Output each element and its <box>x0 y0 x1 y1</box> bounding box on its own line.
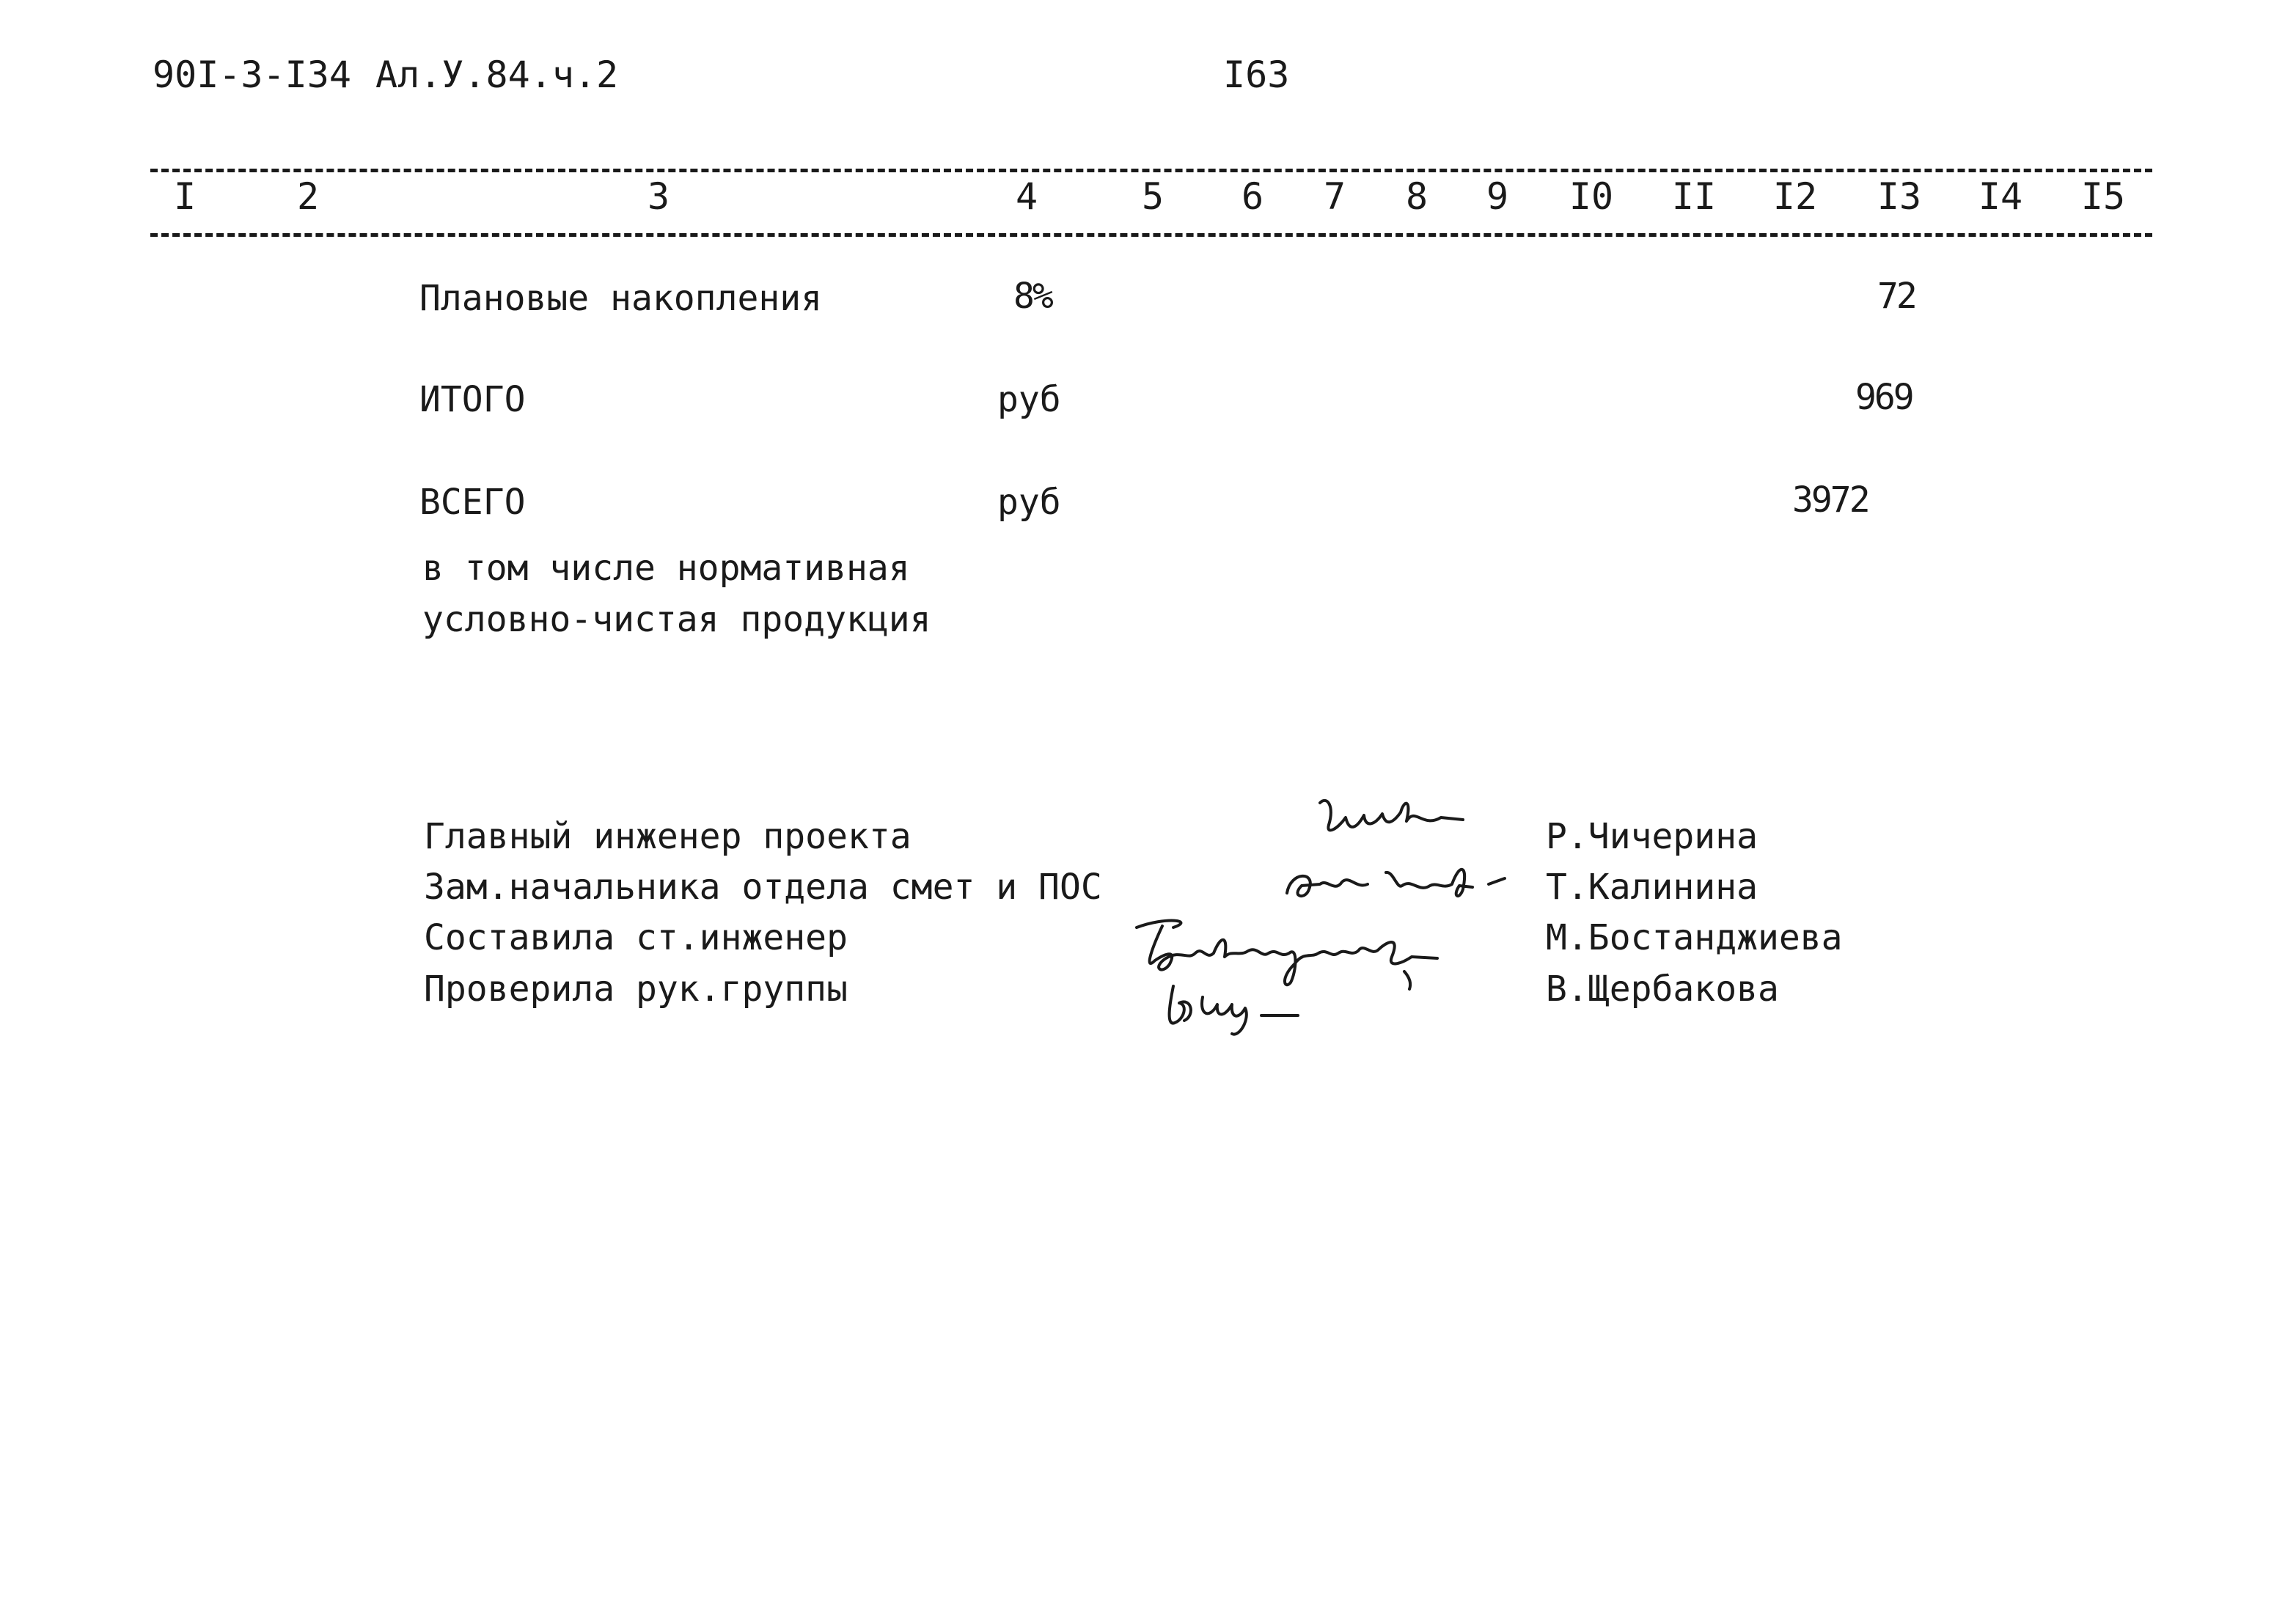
row-unit: руб <box>997 379 1061 420</box>
document-code: 90I-3-I34 <box>153 54 351 96</box>
column-header-5: 5 <box>1141 175 1164 218</box>
row-name: ИТОГО <box>419 379 526 420</box>
table-top-rule <box>150 169 2152 172</box>
signature-name: Т.Калинина <box>1546 867 1758 908</box>
signature-role: Зам.начальника отдела смет и ПОС <box>424 867 1102 908</box>
row-value: 72 <box>1877 276 1915 317</box>
column-header-7: 7 <box>1323 175 1346 218</box>
handwritten-signature-shcherbakova <box>1159 975 1320 1041</box>
signature-role: Составила ст.инженер <box>424 917 848 958</box>
note-line: в том числе нормативная <box>422 548 910 589</box>
column-header-15: I5 <box>2080 175 2126 218</box>
signature-name: В.Щербакова <box>1546 969 1779 1010</box>
handwritten-signature-kalinina <box>1276 856 1511 908</box>
row-unit: 8% <box>1013 276 1052 317</box>
column-header-10: I0 <box>1569 175 1614 218</box>
column-header-3: 3 <box>647 175 670 218</box>
column-header-14: I4 <box>1978 175 2023 218</box>
signature-name: Р.Чичерина <box>1546 816 1758 857</box>
signature-role: Проверила рук.группы <box>424 969 848 1010</box>
row-name: Плановые накопления <box>419 278 823 319</box>
column-header-13: I3 <box>1877 175 1922 218</box>
column-header-11: II <box>1671 175 1717 218</box>
column-header-1: I <box>173 175 197 218</box>
signature-name: М.Бостанджиева <box>1546 917 1843 958</box>
row-value: 3972 <box>1792 480 1868 521</box>
column-header-4: 4 <box>1015 175 1038 218</box>
column-header-8: 8 <box>1405 175 1428 218</box>
handwritten-signature-chicherina <box>1313 792 1474 858</box>
table-header-rule <box>150 233 2152 237</box>
row-name: ВСЕГО <box>419 482 526 523</box>
column-header-12: I2 <box>1772 175 1818 218</box>
signature-role: Главный инженер проекта <box>424 816 912 857</box>
column-header-6: 6 <box>1241 175 1264 218</box>
page-number: I63 <box>1223 54 1290 96</box>
note-line: условно-чистая продукция <box>422 599 931 640</box>
column-header-2: 2 <box>296 175 320 218</box>
row-value: 969 <box>1855 377 1912 418</box>
album-reference: Ал.У.84.ч.2 <box>375 54 619 96</box>
row-unit: руб <box>997 482 1061 523</box>
column-header-9: 9 <box>1486 175 1509 218</box>
